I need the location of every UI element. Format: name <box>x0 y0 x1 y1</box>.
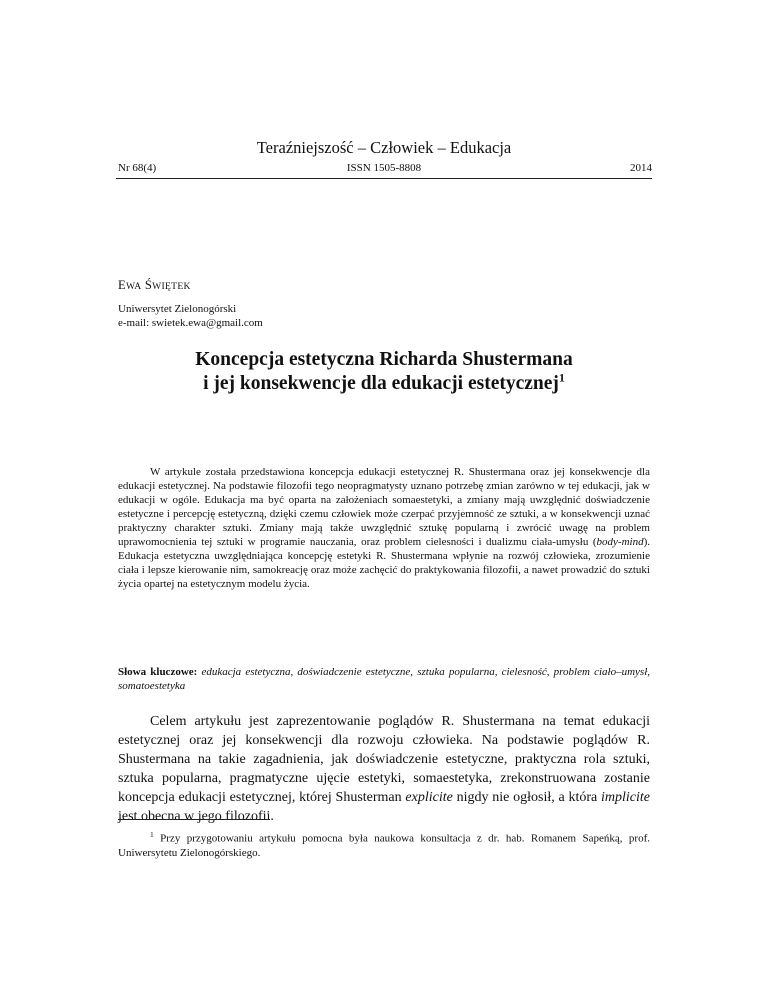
keywords-value: edukacja estetyczna, doświadczenie estetyczne, sztuka popularna, cielesność, problem ciało–umysł, somatoestetyka <box>118 666 650 692</box>
author-name <box>118 278 191 293</box>
body-text-2: nigdy nie ogłosił, a która <box>452 790 601 805</box>
footnote-text: Przy przygotowaniu artykułu pomocna była naukowa konsultacja z dr. hab. Romanem Sapeńką, prof. Uniwersytetu Zielonogórskiego. <box>118 832 650 859</box>
title-line-2-text: i jej konsekwencje dla edukacji estetycznej <box>203 373 559 394</box>
journal-title: Teraźniejszość – Człowiek – Edukacja <box>256 138 512 157</box>
footnote-mark: 1 <box>150 830 154 839</box>
abstract-italic: body-mind <box>596 536 644 548</box>
title-footnote-mark: 1 <box>558 370 565 385</box>
keywords-label: Słowa kluczowe: <box>118 666 198 678</box>
title-line-2 <box>0 372 768 396</box>
body-italic-explicite: explicite <box>405 790 453 805</box>
author-last-initial: Ś <box>144 278 153 292</box>
author-affiliation: Uniwersytet Zielonogórski <box>118 303 237 315</box>
abstract-text-1: W artykule została przedstawiona koncepcja edukacji estetycznej R. Shustermana oraz jej konsekwencje dla edukacji estetycznej. Na podstawie filozofii tego neopragmatysty uznano potrzebę zmian zarówno w tej edukacji, jak w edukacji w ogóle. Edukacja ma być oparta na założeniach somaestetyki, a zmiany mają uwzględnić doświadczenie estetyczne i percepcję estetyczną, dzięki czemu człowiek może czerpać przyjemność ze sztuki, a w konsekwencji uznać praktyczny charakter sztuki. Zmiany mają także uwzględnić sztukę popularną i zwrócić uwagę na problem uprawomocnienia tej sztuki w programie nauczania, oraz problem cielesności i dualizmu ciała-umysłu ( <box>118 466 650 548</box>
abstract-text-2: ). Edukacja estetyczna uwzględniająca koncepcję estetyki R. Shustermana wpłynie na rozwój człowieka, zrozumienie ciała i lepsze kierowanie nim, samokreację oraz może zachęcić do praktykowania filozofii, a nawet prowadzić do sztuki życia opartej na estetycznym modelu życia. <box>118 536 650 590</box>
abstract <box>118 465 650 591</box>
author-affiliation-block <box>118 302 263 330</box>
issn: ISSN 1505-8808 <box>346 162 422 174</box>
body-text-3: jest obecna w jego filozofii. <box>118 809 274 824</box>
header-divider <box>116 178 652 179</box>
author-first-initial: E <box>118 278 126 292</box>
issue-number: Nr 68(4) <box>118 162 157 174</box>
publication-year: 2014 <box>630 162 652 174</box>
author-email: e-mail: swietek.ewa@gmail.com <box>118 317 263 329</box>
body-text-1: Celem artykułu jest zaprezentowanie poglądów R. Shustermana na temat edukacji estetycznej oraz jej konsekwencji dla rozwoju człowieka. Na podstawie poglądów R. Shustermana na takie zagadnienia, jak doświadczenie estetyczne, praktyczna rola sztuki, sztuka popularna, pragmatyczne ujęcie estetyki, somaestetyka, zrekonstruowana zostanie koncepcja edukacji estetycznej, której Shusterman <box>118 714 650 805</box>
author-first-rest: WA <box>125 281 142 292</box>
keywords <box>118 665 650 693</box>
body-italic-implicite: implicite <box>601 790 650 805</box>
body-paragraph <box>118 712 650 826</box>
article-title <box>0 348 768 396</box>
title-line-1: Koncepcja estetyczna Richarda Shustermana <box>195 349 573 370</box>
footnote <box>118 828 650 860</box>
footnote-divider <box>118 819 270 820</box>
author-last-rest: WIĘTEK <box>152 281 191 292</box>
